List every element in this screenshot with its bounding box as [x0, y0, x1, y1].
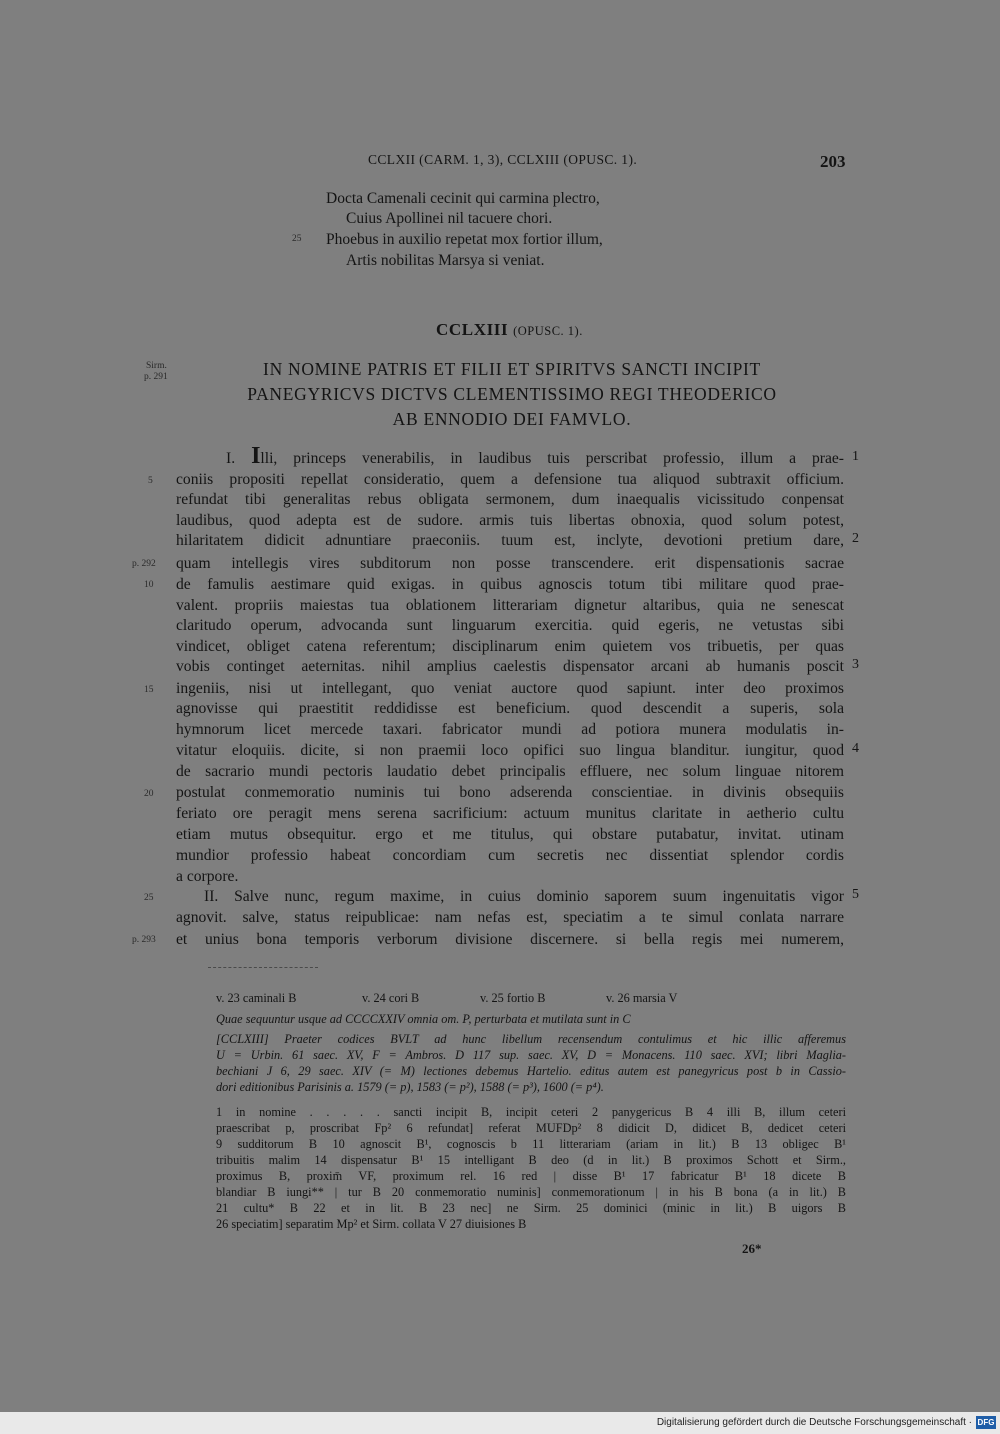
body-line: II. Salve nunc, regum maxime, in cuius dominio saporem suum ingenuitatis vigor [204, 888, 844, 905]
line-number: 25 [144, 893, 154, 903]
body-line: a corpore. [176, 868, 239, 885]
body-line: et unius bona temporis verborum divisione discernere. si bella regis mei numerem, [176, 931, 844, 948]
page-reference: p. 292 [132, 559, 156, 569]
title-line: PANEGYRICVS DICTVS CLEMENTISSIMO REGI THEODERICO [247, 384, 777, 404]
verse-variant: v. 24 cori B [362, 991, 420, 1005]
apparatus-line: 21 cultu* B 22 et in lit. B 23 nec] ne Sirm. 25 dominici (minic in lit.) B uigors B [216, 1201, 846, 1215]
verse-variant: v. 25 fortio B [480, 991, 546, 1005]
verse-line: Docta Camenali cecinit qui carmina plectro, [326, 190, 600, 207]
verse-line: Cuius Apollinei nil tacuere chori. [346, 210, 553, 227]
paragraph-number: 1 [852, 449, 859, 464]
title-line: IN NOMINE PATRIS ET FILII ET SPIRITVS SANCTI INCIPIT [263, 359, 761, 379]
body-line: etiam mutus obsequitur. ergo et me titulus, qui obstare putabatur, invitat. utinam [176, 826, 844, 843]
apparatus-line: 26 speciatim] separatim Mp² et Sirm. collata V 27 diuisiones B [216, 1217, 527, 1231]
body-line: ingeniis, nisi ut intellegant, quo veniat auctore quod sapiunt. inter deo proximos [176, 680, 844, 697]
apparatus-line: U = Urbin. 61 saec. XV, F = Ambros. D 117 sup. saec. XV, D = Monacens. 110 saec. XVI; libri Maglia- [216, 1048, 846, 1062]
title-line: AB ENNODIO DEI FAMVLO. [392, 409, 632, 429]
first-line-text: lli, princeps venerabilis, in laudibus tuis perscribat professio, illum a prae- [260, 450, 844, 467]
body-line: de sacrario mundi pectoris laudatio debet principalis effluere, nec solum linguae nitorem [176, 763, 844, 780]
apparatus-line: tribuitis malim 14 dispensatur B¹ 15 intelligant B deo (d in lit.) B proximos Schott et Sirm., [216, 1153, 846, 1167]
signature-mark: 26* [742, 1241, 762, 1256]
initial-letter: I [251, 443, 261, 469]
body-line: agnovit. salve, status reipublicae: nam nefas est, speciatim a te simul conlata narrare [176, 909, 844, 926]
section-number: CCLXIII [436, 320, 509, 339]
apparatus-line: blandiar B iungi** | tur B 20 conmemoratio numinis] conmemorationum | in his B bona (a in lit.) B [216, 1185, 846, 1199]
footer-text: Digitalisierung gefördert durch die Deutsche Forschungsgemeinschaft · [656, 1417, 972, 1428]
running-title: CCLXII (CARM. 1, 3), CCLXIII (OPUSC. 1). [368, 152, 638, 167]
body-line: feriato ore peragit mens serena sacrificium: actuum munitus claritate in aetherio cultu [176, 805, 844, 822]
body-line: vindicet, obliget catena referentum; disciplinarum enim quietem vos tribuetis, per quas [176, 638, 844, 655]
verse-variant: v. 23 caminali B [216, 991, 297, 1005]
body-line: de famulis aestimare quid exigas. in quibus agnoscis totum tibi militare quod prae- [176, 576, 844, 593]
verse-variant: v. 26 marsia V [606, 991, 678, 1005]
apparatus-line: praescribat p, proscribat Fp² 6 refundat] referat MUFDp² 8 didicit D, didicet B, dedicet ceteri [216, 1121, 846, 1135]
paragraph-number: 3 [852, 657, 859, 672]
apparatus-line: [CCLXIII] Praeter codices BVLT ad hunc libellum recensendum contulimus et hic illic afferemus [216, 1032, 846, 1046]
footnote-separator [208, 967, 318, 968]
body-line: agnovisse qui praestitit reddidisse est beneficium. quod descendit a superis, sola [176, 700, 844, 717]
body-line: hilaritatem didicit adnuntiare praeconiis. tuum est, inclyte, devotioni pretium dare, [176, 532, 844, 549]
body-first-line [226, 443, 844, 469]
body-line: mundior professio habeat concordiam cum secretis nec dissentiat splendor cordis [176, 847, 844, 864]
page-reference: p. 293 [132, 935, 156, 945]
line-number: 20 [144, 789, 154, 799]
body-line: refundat tibi generalitas rebus obligata sermonem, dum inaequalis vicissitudo conpensat [176, 491, 844, 508]
dfg-logo: DFG [977, 1418, 995, 1427]
margin-note-page: p. 291 [144, 372, 168, 382]
apparatus-line: 1 in nomine . . . . . sancti incipit B, incipit ceteri 2 panygericus B 4 illi B, illum ceteri [216, 1105, 846, 1119]
line-number: 15 [144, 685, 154, 695]
apparatus-line: 9 sudditorum B 10 agnoscit B¹, cognoscis b 11 litterariam (ariam in lit.) B 13 obligec B¹ [216, 1137, 846, 1151]
body-line: coniis propositi repellat consideratio, quem a defensione tua aliquod subtraxit officium. [176, 471, 844, 488]
apparatus-line: proximus B, proxim̄ VF, proximum rel. 16 red | disse B¹ 17 fabricatur B¹ 18 dicete B [216, 1169, 846, 1183]
apparatus-line: dori editionibus Parisinis a. 1579 (= p), 1583 (= p²), 1588 (= p³), 1600 (= p⁴). [216, 1080, 604, 1094]
verse-line: Artis nobilitas Marsya si veniat. [346, 252, 545, 269]
body-line: vobis continget aeternitas. nihil amplius caelestis dispensator arcani ab humanis poscit [176, 658, 844, 675]
body-line: postulat conmemoratio numinis tui bono adserenda conscientiae. in divinis obsequiis [176, 784, 844, 801]
paragraph-number: 4 [852, 741, 859, 756]
chapter-label: I. [226, 450, 252, 467]
section-opusc: (OPUSC. 1). [513, 324, 583, 338]
section-heading [436, 320, 583, 340]
margin-note-sirm: Sirm. [146, 361, 167, 371]
body-line: valent. propriis maiestas tua oblationem litterariam dignetur altaribus, quia ne senescat [176, 597, 844, 614]
line-number: 25 [292, 234, 302, 244]
apparatus-note: Quae sequuntur usque ad CCCCXXIV omnia om. P, perturbata et mutilata sunt in C [216, 1012, 631, 1026]
body-line: hymnorum licet mercede taxari. fabricator mundi ad potiora munera modulatis in- [176, 721, 844, 738]
verse-line: Phoebus in auxilio repetat mox fortior illum, [326, 231, 603, 248]
paragraph-number: 2 [852, 531, 859, 546]
body-line: laudibus, quod adepta est de sudore. armis tuis libertas obnoxia, quod solum potest, [176, 512, 844, 529]
body-line: quam intellegis vires subditorum non posse transcendere. erit dispensationis sacrae [176, 555, 844, 572]
paragraph-number: 5 [852, 887, 859, 902]
line-number: 5 [148, 476, 153, 486]
page-number: 203 [820, 152, 846, 171]
apparatus-line: bechiani J 6, 29 saec. XIV (= M) lectiones debemus Hartelio. editus autem est panegyricus post b in Cassio- [216, 1064, 846, 1078]
body-line: claritudo operum, advocanda sunt linguarum exercitia. quid egeris, ne vetustas sibi [176, 617, 844, 634]
body-line: vitatur eloquiis. dicite, si non praemii loco opifici suo lingua blanditur. iungitur, quod [176, 742, 844, 759]
line-number: 10 [144, 580, 154, 590]
digitization-footer [0, 1412, 1000, 1434]
